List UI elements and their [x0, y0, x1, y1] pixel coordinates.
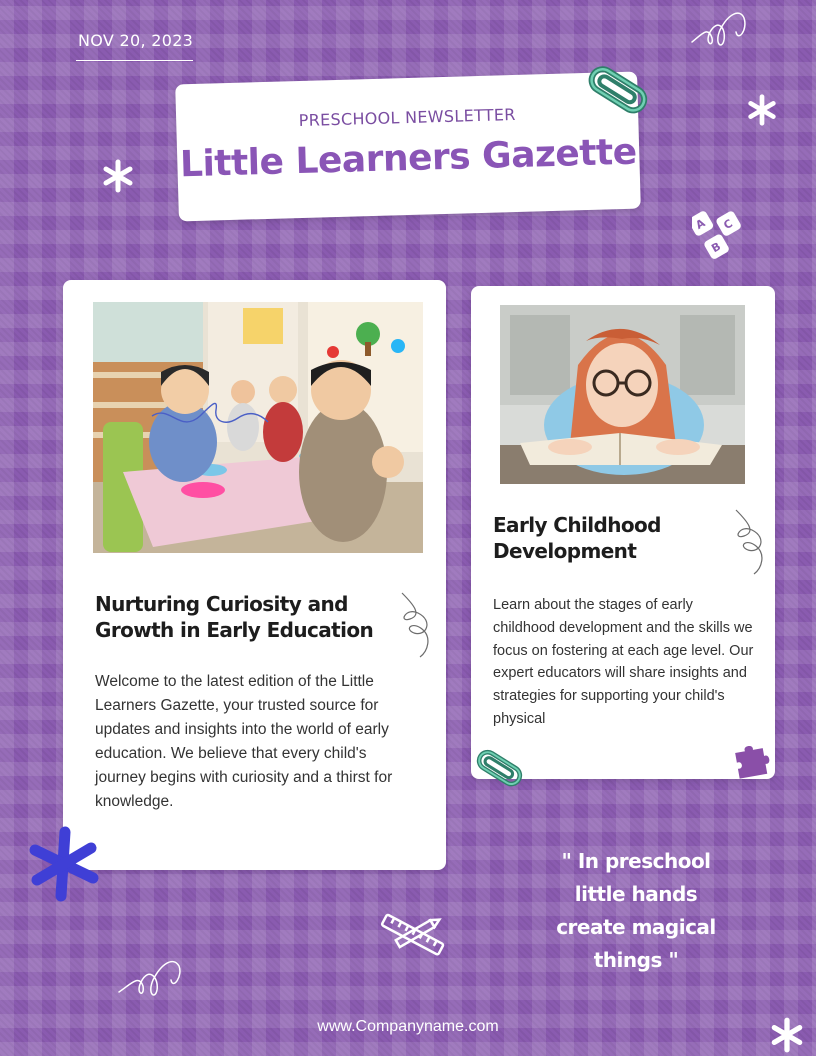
squiggle-icon: [117, 952, 189, 1002]
newsletter-title: Little Learners Gazette: [179, 131, 638, 186]
date-underline: [76, 60, 193, 61]
masthead-card: [175, 72, 641, 222]
pull-quote: " In preschool little hands create magical things ": [556, 849, 716, 972]
asterisk-icon: [745, 93, 779, 127]
puzzle-piece-icon: [733, 742, 773, 780]
ruler-icon: [378, 913, 448, 959]
asterisk-icon: [100, 158, 136, 194]
squiggle-icon: [730, 508, 770, 576]
article-left-heading: Nurturing Curiosity and Growth in Early Education: [95, 592, 374, 642]
issue-date: NOV 20, 2023: [78, 31, 194, 50]
newsletter-subtitle: PRESCHOOL NEWSLETTER: [298, 104, 516, 131]
article-right-body: Learn about the stages of early childhood development and the skills we focus on fostering at each age level. Our expert educators will share insights and strategies for supporting your child's physical: [493, 597, 754, 727]
svg-text:A: A: [693, 216, 708, 232]
article-left-body: Welcome to the latest edition of the Little Learners Gazette, your trusted source for updates and insights into the world of early education. We believe that every child's journey begins with curiosity and a thirst for knowledge.: [95, 673, 393, 810]
squiggle-icon: [396, 591, 436, 659]
paperclip-icon: [580, 60, 652, 122]
abc-blocks-icon: [692, 202, 752, 262]
paperclip-icon: [470, 745, 526, 793]
svg-text:B: B: [709, 239, 724, 256]
reading-girl-photo: [500, 305, 745, 484]
article-right-heading: Early Childhood Development: [493, 513, 661, 563]
squiggle-icon: [150, 396, 270, 436]
footer-website[interactable]: www.Companyname.com: [317, 1018, 499, 1035]
squiggle-icon: [690, 4, 754, 50]
svg-text:C: C: [721, 216, 735, 233]
asterisk-icon: [27, 826, 101, 902]
